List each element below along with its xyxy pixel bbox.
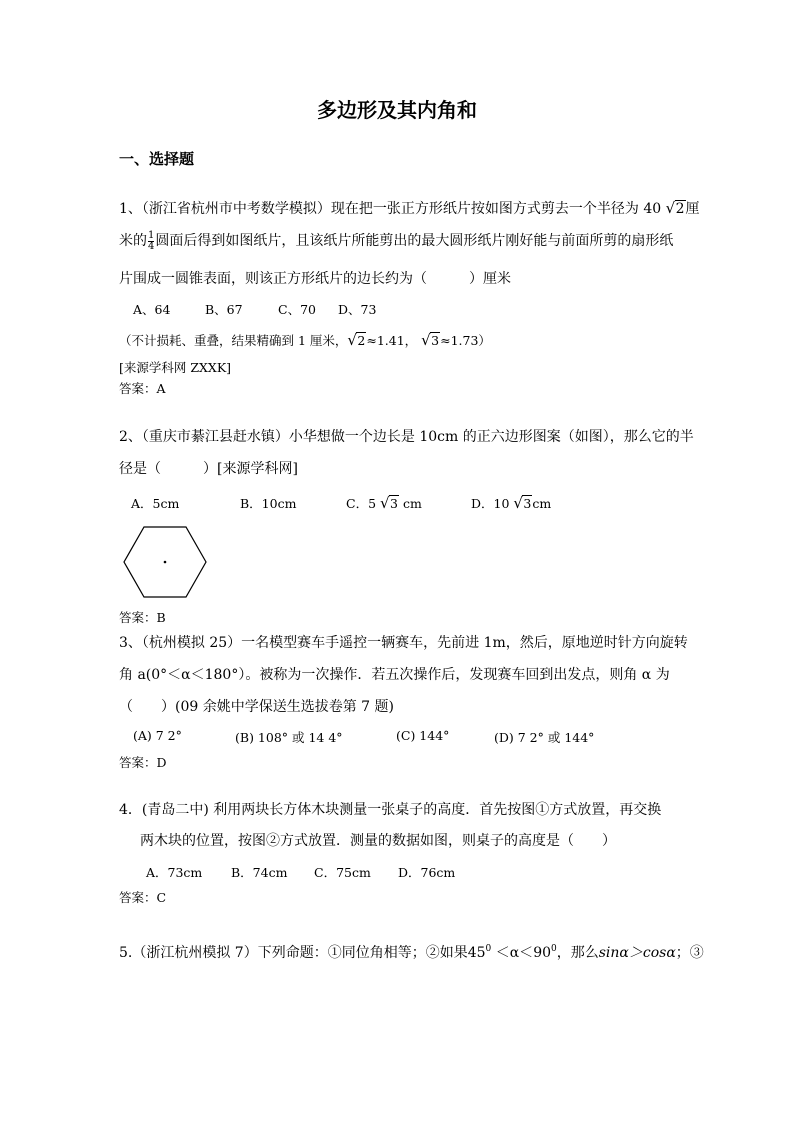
q1-text: 1、（浙江省杭州市中考数学模拟）现在把一张正方形纸片按如图方式剪去一个半径为 40 xyxy=(119,201,662,217)
q1-text: 米的 xyxy=(119,233,147,249)
fraction-one-quarter: $\frac{1}{4}$ xyxy=(148,229,155,252)
q1-option-d: D、73 xyxy=(338,302,377,317)
q3-option-c: (C) 144° xyxy=(396,728,450,743)
q1-answer: 答案：A xyxy=(119,381,166,396)
q2-option-b: B．10cm xyxy=(240,496,297,511)
q4-option-a: A．73cm xyxy=(146,865,203,880)
q2-option-c: C．5 √ 3 cm xyxy=(346,494,422,512)
q2-line-1: 2、（重庆市綦江县赶水镇）小华想做一个边长是 10cm 的正六边形图案（如图），那么它的半 xyxy=(119,429,694,445)
q4-line-2: 两木块的位置，按图②方式放置．测量的数据如图，则桌子的高度是（ ） xyxy=(140,833,616,849)
section-heading: 一、选择题 xyxy=(119,150,195,168)
q1-line-2 xyxy=(119,230,673,252)
q1-text: 圆面后得到如图纸片，且该纸片所能剪出的最大圆形纸片刚好能与前面所剪的扇形纸 xyxy=(155,233,674,249)
q1-option-c: C、70 xyxy=(278,302,316,317)
q2-option-a: A．5cm xyxy=(131,496,180,511)
q4-line-1: 4．(青岛二中) 利用两块长方体木块测量一张桌子的高度．首先按图①方式放置，再交换 xyxy=(119,802,662,818)
q3-option-d: (D) 7 2° 或 144° xyxy=(494,730,595,745)
q1-sqrt: √ 2 xyxy=(665,199,685,217)
q1-line-3: 片围成一圆锥表面，则该正方形纸片的边长约为（ ）厘米 xyxy=(119,271,511,287)
q2-option-d: D．10 √ 3cm xyxy=(471,494,552,512)
hexagon-figure xyxy=(120,525,210,599)
q3-line-1: 3、（杭州模拟 25）一名模型赛车手遥控一辆赛车，先前进 1m，然后，原地逆时针方向旋转 xyxy=(119,635,688,651)
q1-text: 厘 xyxy=(685,201,700,217)
hexagon-center-dot xyxy=(164,561,167,564)
q1-line-1 xyxy=(119,198,700,218)
q3-option-a: (A) 7 2° xyxy=(133,728,182,743)
q2-line-2: 径是（ ）[来源学科网] xyxy=(119,461,298,477)
q1-source: [来源学科网 ZXXK] xyxy=(119,360,232,375)
q3-answer: 答案：D xyxy=(119,755,167,770)
q3-line-2: 角 a(0°＜α＜180°）。被称为一次操作．若五次操作后，发现赛车回到出发点，则角 α 为 xyxy=(119,667,670,683)
q4-option-d: D．76cm xyxy=(398,865,456,880)
q1-note: （不计损耗、重叠，结果精确到 1 厘米， √ 2≈1.41， √ 3≈1.73） xyxy=(119,331,491,349)
q4-answer: 答案：C xyxy=(119,890,167,905)
q5-line-1: 5.（浙江杭州模拟 7）下列命题：①同位角相等；②如果$45^0 <\alpha<90^0$，那么sinα＞cosα；③ xyxy=(119,944,704,961)
page-title: 多边形及其内角和 xyxy=(317,98,477,122)
q1-option-a: A、64 xyxy=(133,302,171,317)
q3-line-3: （ ）(09 余姚中学保送生选拔卷第 7 题) xyxy=(119,699,394,715)
q4-option-c: C．75cm xyxy=(314,865,371,880)
q4-option-b: B．74cm xyxy=(231,865,288,880)
q3-option-b: (B) 108° 或 14 4° xyxy=(235,730,343,745)
q2-answer: 答案：B xyxy=(119,610,166,625)
q1-option-b: B、67 xyxy=(205,302,243,317)
